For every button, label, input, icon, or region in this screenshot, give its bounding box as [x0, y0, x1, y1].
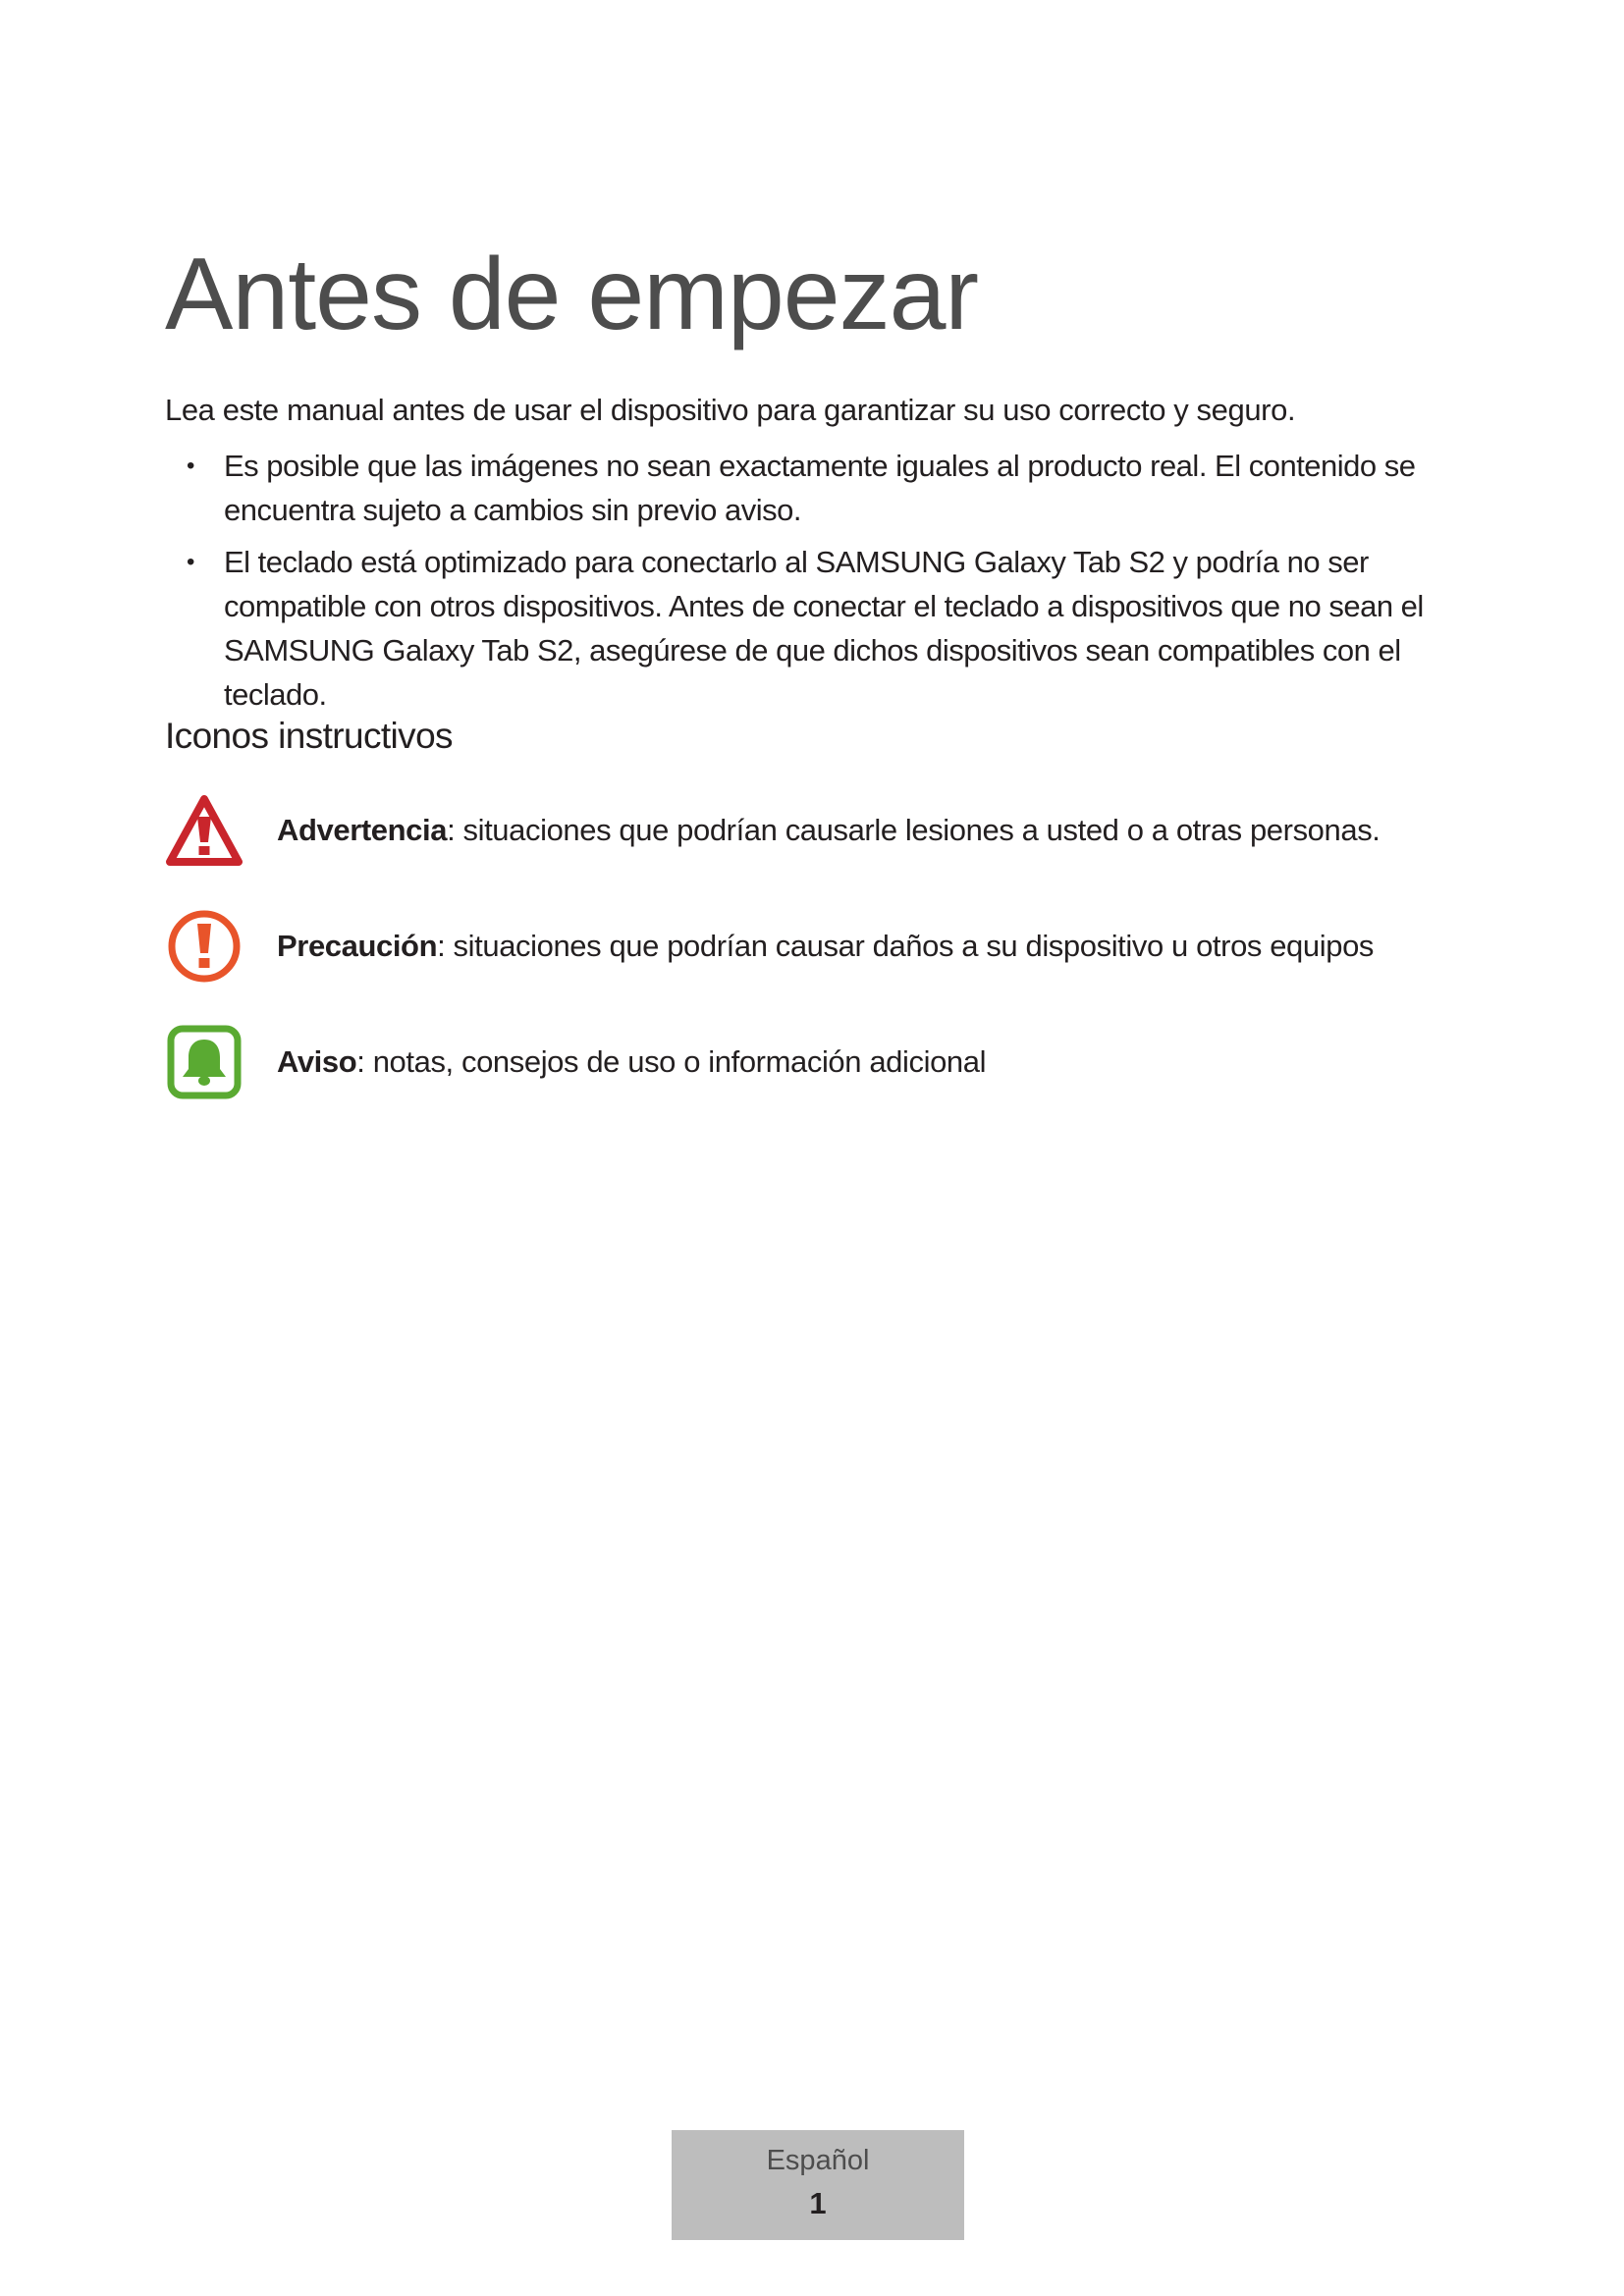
icon-description [277, 811, 1380, 850]
icon-term: Precaución [277, 929, 438, 963]
bullet-item [165, 444, 1481, 532]
bullet-text: El teclado está optimizado para conectarlo al SAMSUNG Galaxy Tab S2 y podría no ser compatible con otros dispositivos. Antes de conectar el teclado a dispositivos que no sean el SAMSUNG Galaxy Tab S2, asegúrese de que dichos dispositivos sean compatibles con el teclado. [224, 545, 1424, 712]
icon-term: Advertencia [277, 813, 448, 847]
icon-term: Aviso [277, 1044, 357, 1079]
icon-text: : notas, consejos de uso o información adicional [356, 1044, 987, 1079]
page-title: Antes de empezar [165, 238, 979, 351]
icon-row-caution [165, 907, 1490, 986]
bullet-text: Es posible que las imágenes no sean exactamente iguales al producto real. El contenido se encuentra sujeto a cambios sin previo aviso. [224, 449, 1416, 527]
icon-row-warning [165, 791, 1490, 870]
footer-language: Español [766, 2145, 870, 2176]
bullet-list [165, 444, 1481, 724]
bullet-marker: • [187, 549, 194, 575]
notice-bell-icon [165, 1023, 244, 1101]
icon-text: : situaciones que podrían causarle lesiones a usted o a otras personas. [447, 813, 1380, 847]
icon-row-notice [165, 1023, 1490, 1101]
page-number: 1 [809, 2186, 827, 2220]
intro-paragraph: Lea este manual antes de usar el dispositivo para garantizar su uso correcto y seguro. [165, 393, 1296, 427]
icon-description [277, 927, 1374, 966]
caution-circle-icon [165, 907, 244, 986]
bullet-marker: • [187, 453, 194, 479]
icon-description [277, 1042, 986, 1082]
bullet-item [165, 540, 1481, 717]
icon-text: : situaciones que podrían causar daños a su dispositivo u otros equipos [437, 929, 1375, 963]
warning-triangle-icon [165, 791, 244, 870]
section-heading: Iconos instructivos [165, 716, 453, 756]
page-footer-tab [672, 2130, 964, 2240]
